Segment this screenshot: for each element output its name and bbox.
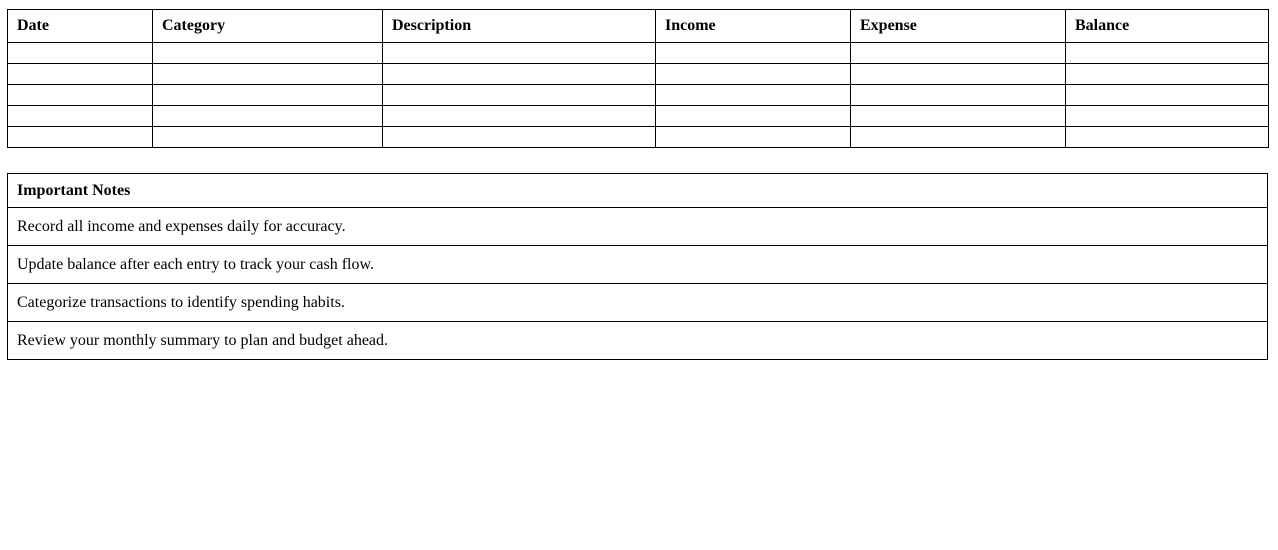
empty-cell-income	[656, 106, 851, 127]
note-text: Record all income and expenses daily for accuracy.	[8, 208, 1268, 246]
empty-cell-balance	[1066, 106, 1269, 127]
column-header-date: Date	[8, 10, 153, 43]
column-header-description: Description	[383, 10, 656, 43]
empty-cell-income	[656, 85, 851, 106]
transactions-empty-row	[8, 127, 1269, 148]
notes-title: Important Notes	[8, 174, 1268, 208]
empty-cell-description	[383, 64, 656, 85]
column-header-income: Income	[656, 10, 851, 43]
empty-cell-description	[383, 127, 656, 148]
note-text: Categorize transactions to identify spending habits.	[8, 284, 1268, 322]
note-row	[8, 284, 1268, 322]
empty-cell-date	[8, 106, 153, 127]
note-text: Review your monthly summary to plan and budget ahead.	[8, 322, 1268, 360]
empty-cell-category	[153, 106, 383, 127]
empty-cell-date	[8, 43, 153, 64]
notes-header-row	[8, 174, 1268, 208]
empty-cell-balance	[1066, 85, 1269, 106]
transactions-empty-row	[8, 106, 1269, 127]
column-header-balance: Balance	[1066, 10, 1269, 43]
empty-cell-income	[656, 43, 851, 64]
empty-cell-description	[383, 106, 656, 127]
note-row	[8, 208, 1268, 246]
empty-cell-income	[656, 127, 851, 148]
empty-cell-expense	[851, 43, 1066, 64]
empty-cell-expense	[851, 106, 1066, 127]
transactions-table	[7, 9, 1269, 148]
empty-cell-category	[153, 64, 383, 85]
transactions-empty-row	[8, 43, 1269, 64]
empty-cell-date	[8, 127, 153, 148]
empty-cell-description	[383, 85, 656, 106]
empty-cell-balance	[1066, 43, 1269, 64]
transactions-header-row	[8, 10, 1269, 43]
empty-cell-category	[153, 43, 383, 64]
empty-cell-balance	[1066, 64, 1269, 85]
column-header-category: Category	[153, 10, 383, 43]
empty-cell-category	[153, 85, 383, 106]
empty-cell-expense	[851, 64, 1066, 85]
empty-cell-category	[153, 127, 383, 148]
empty-cell-date	[8, 85, 153, 106]
note-row	[8, 246, 1268, 284]
empty-cell-description	[383, 43, 656, 64]
column-header-expense: Expense	[851, 10, 1066, 43]
empty-cell-date	[8, 64, 153, 85]
empty-cell-income	[656, 64, 851, 85]
transactions-empty-row	[8, 64, 1269, 85]
notes-table	[7, 173, 1268, 360]
note-row	[8, 322, 1268, 360]
empty-cell-balance	[1066, 127, 1269, 148]
empty-cell-expense	[851, 127, 1066, 148]
transactions-empty-row	[8, 85, 1269, 106]
empty-cell-expense	[851, 85, 1066, 106]
note-text: Update balance after each entry to track your cash flow.	[8, 246, 1268, 284]
